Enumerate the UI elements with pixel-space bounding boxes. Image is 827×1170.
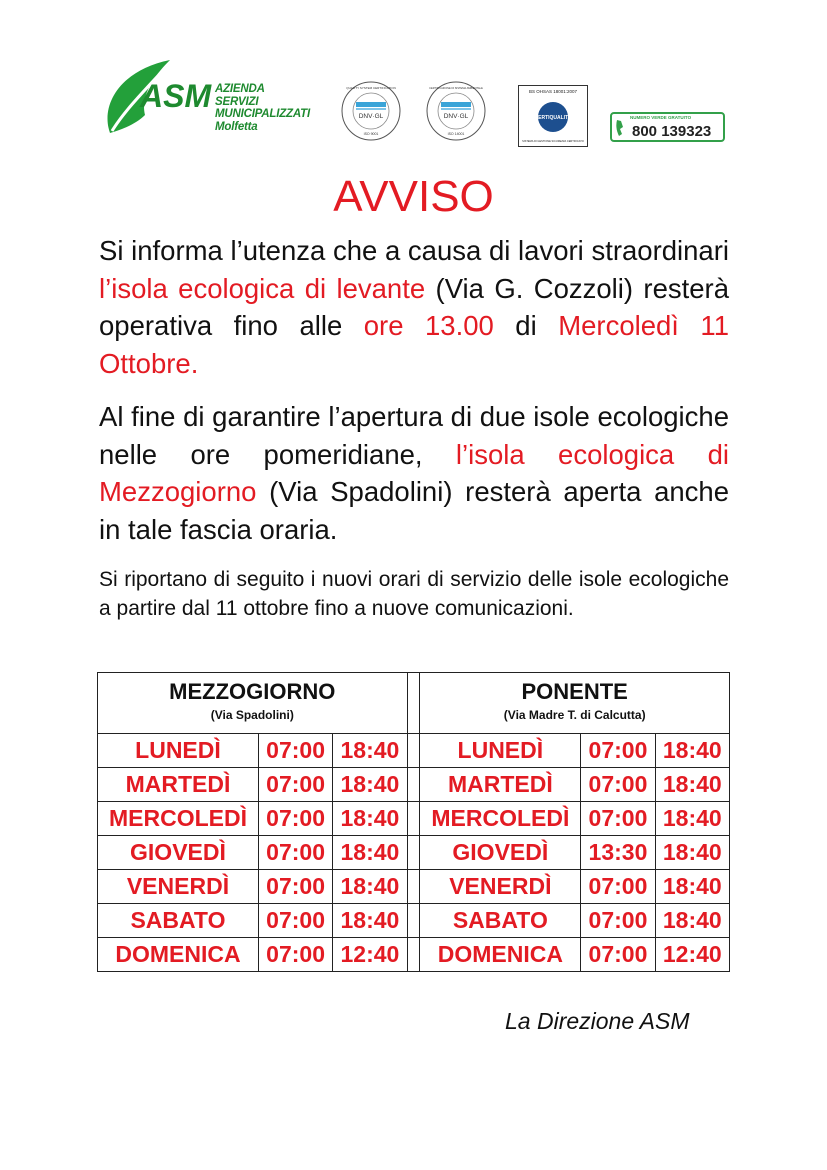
- notice-paragraph-3: Si riportano di seguito i nuovi orari di servizio delle isole ecologiche a partire dal 11 ottobre fino a nuove comunicazioni.: [99, 568, 729, 620]
- mezzogiorno-address: (Via Spadolini): [210, 708, 294, 722]
- table-separator: [407, 768, 420, 802]
- mezzogiorno-open-time: 07:00: [258, 734, 332, 768]
- logo-line3: Molfetta: [215, 120, 258, 133]
- signature: La Direzione ASM: [505, 1008, 690, 1034]
- p1-text-1: Si informa l’utenza che a causa di lavori straordinari: [99, 235, 729, 266]
- ponente-close-time: 18:40: [655, 836, 729, 870]
- notice-paragraph-1: [99, 232, 729, 382]
- right-day: DOMENICA: [420, 938, 581, 972]
- mezzogiorno-close-time: 12:40: [333, 938, 407, 972]
- asm-mark: ASM: [140, 78, 212, 114]
- table-separator: [407, 904, 420, 938]
- p1-highlight-levante: l’isola ecologica di levante: [99, 272, 426, 304]
- schedule-row: [98, 734, 730, 768]
- p1-text-2: (Via G. Cozzoli) resterà operativa fino alle: [99, 272, 730, 341]
- mezzogiorno-open-time: 07:00: [258, 904, 332, 938]
- table-separator: [407, 673, 420, 734]
- cert2-label: DNV·GL: [443, 113, 469, 120]
- right-day: VENERDÌ: [420, 870, 581, 904]
- ponente-close-time: 18:40: [655, 802, 729, 836]
- table-separator: [407, 734, 420, 768]
- notice-paragraph-2: [99, 398, 729, 548]
- cert3-top: BS OHSAS 18001:2007: [528, 89, 578, 94]
- phone-icon: [615, 118, 627, 138]
- header: [100, 55, 730, 155]
- mezzogiorno-close-time: 18:40: [333, 802, 407, 836]
- schedule-row: [98, 836, 730, 870]
- notice-title: AVVISO: [333, 172, 494, 221]
- mezzogiorno-close-time: 18:40: [333, 768, 407, 802]
- toll-free-number-badge: [610, 112, 725, 142]
- ponente-open-time: 07:00: [581, 938, 655, 972]
- ponente-address: (Via Madre T. di Calcutta): [503, 708, 646, 722]
- schedule-row: [98, 768, 730, 802]
- right-day: SABATO: [420, 904, 581, 938]
- left-day: DOMENICA: [98, 938, 259, 972]
- left-day: MARTEDÌ: [98, 768, 259, 802]
- ponente-name: PONENTE: [521, 679, 628, 704]
- schedule-row: [98, 870, 730, 904]
- toll-free-number: 800 139323: [632, 123, 712, 140]
- asm-logo: [100, 55, 310, 140]
- toll-free-label: NUMERO VERDE GRATUITO: [630, 115, 692, 120]
- ponente-open-time: 07:00: [581, 904, 655, 938]
- p2-highlight-mezzogiorno: l’isola ecologica di Mezzogiorno: [99, 438, 729, 507]
- left-day: SABATO: [98, 904, 259, 938]
- left-day: VENERDÌ: [98, 870, 259, 904]
- table-separator: [407, 802, 420, 836]
- mezzogiorno-open-time: 07:00: [258, 938, 332, 972]
- cert1-std: ISO 9001: [363, 132, 379, 136]
- p2-text-2: (Via Spadolini) resterà aperta anche in tale fascia oraria.: [99, 476, 729, 545]
- table-separator: [407, 836, 420, 870]
- mezzogiorno-open-time: 07:00: [258, 836, 332, 870]
- ponente-close-time: 18:40: [655, 768, 729, 802]
- mezzogiorno-open-time: 07:00: [258, 870, 332, 904]
- table-separator: [407, 938, 420, 972]
- mezzogiorno-name: MEZZOGIORNO: [169, 679, 336, 704]
- ponente-close-time: 18:40: [655, 904, 729, 938]
- ponente-close-time: 18:40: [655, 734, 729, 768]
- left-day: LUNEDÌ: [98, 734, 259, 768]
- logo-line1: AZIENDA SERVIZI: [215, 83, 265, 108]
- right-day: MERCOLEDÌ: [420, 802, 581, 836]
- mezzogiorno-header: [98, 673, 408, 734]
- cert1-label: DNV·GL: [358, 113, 384, 120]
- schedule-row: [98, 904, 730, 938]
- iso14001-certification-badge: [425, 80, 487, 142]
- right-day: LUNEDÌ: [420, 734, 581, 768]
- table-separator: [407, 870, 420, 904]
- mezzogiorno-close-time: 18:40: [333, 870, 407, 904]
- right-day: GIOVEDÌ: [420, 836, 581, 870]
- cert2-std: ISO 14001: [447, 132, 465, 136]
- schedule-row: [98, 802, 730, 836]
- ponente-open-time: 07:00: [581, 870, 655, 904]
- cert3-bottom: SISTEMA DI GESTIONE SICUREZZA CERTIFICATO: [522, 140, 584, 143]
- asm-logo-text: [215, 83, 310, 133]
- cert2-ring: CERTIFICAZIONE DI SISTEMA AMBIENTALE: [429, 87, 483, 90]
- mezzogiorno-close-time: 18:40: [333, 734, 407, 768]
- p1-text-3: di: [493, 310, 559, 341]
- asm-leaf-icon: [100, 55, 220, 140]
- cert3-label: CERTIQUALITY: [534, 115, 572, 121]
- mezzogiorno-close-time: 18:40: [333, 904, 407, 938]
- p1-highlight-date: Mercoledì 11 Ottobre.: [99, 310, 729, 379]
- p1-highlight-time: ore 13.00: [363, 310, 494, 341]
- ponente-close-time: 18:40: [655, 870, 729, 904]
- ponente-open-time: 07:00: [581, 802, 655, 836]
- mezzogiorno-open-time: 07:00: [258, 802, 332, 836]
- mezzogiorno-open-time: 07:00: [258, 768, 332, 802]
- schedule-row: [98, 938, 730, 972]
- left-day: GIOVEDÌ: [98, 836, 259, 870]
- schedule-table: [97, 672, 730, 972]
- iso9001-certification-badge: [340, 80, 402, 142]
- schedule-header-row: [98, 673, 730, 734]
- ponente-header: [420, 673, 730, 734]
- left-day: MERCOLEDÌ: [98, 802, 259, 836]
- logo-line2: MUNICIPALIZZATI: [215, 108, 310, 120]
- ponente-open-time: 13:30: [581, 836, 655, 870]
- p2-text-1: Al fine di garantire l’apertura di due isole ecologiche nelle ore pomeridiane,: [99, 401, 729, 470]
- ponente-close-time: 12:40: [655, 938, 729, 972]
- mezzogiorno-close-time: 18:40: [333, 836, 407, 870]
- ponente-open-time: 07:00: [581, 768, 655, 802]
- ohsas-certiquality-badge: [518, 85, 588, 147]
- cert1-ring: QUALITY SYSTEM CERTIFICATION: [346, 86, 396, 90]
- right-day: MARTEDÌ: [420, 768, 581, 802]
- ponente-open-time: 07:00: [581, 734, 655, 768]
